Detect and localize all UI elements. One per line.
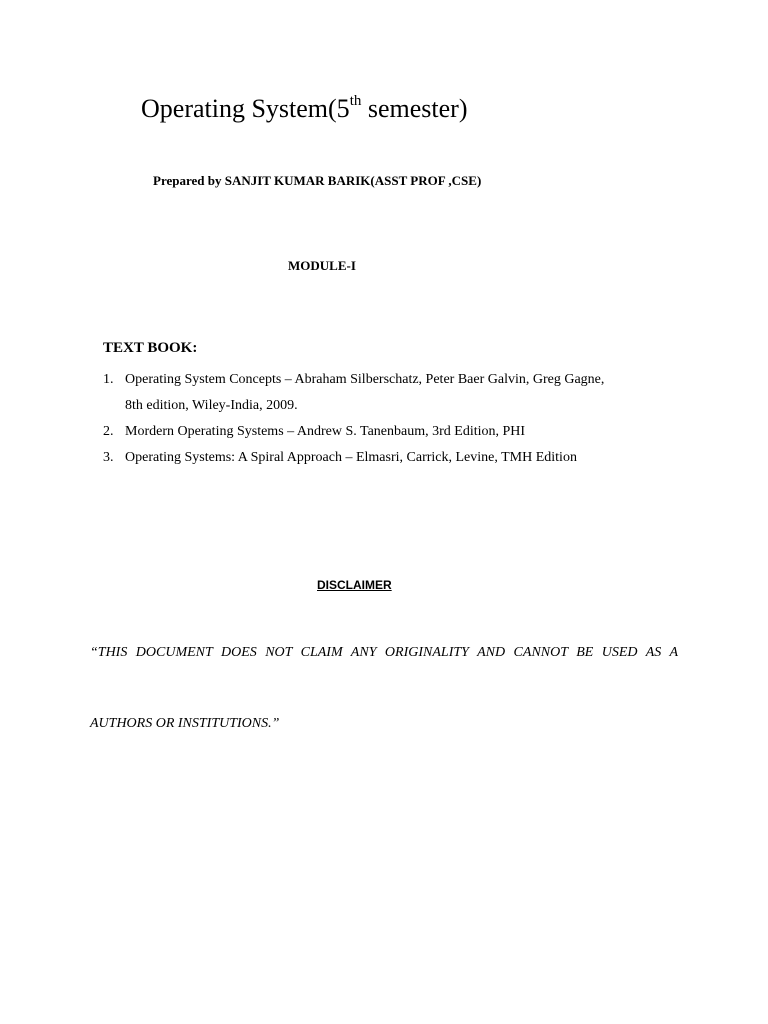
textbook-item-text: Mordern Operating Systems – Andrew S. Tanenbaum, 3rd Edition, PHI [125,424,526,439]
prepared-by: Prepared by SANJIT KUMAR BARIK(ASST PROF ,CSE) [153,173,482,188]
title-rest: semester) [361,94,468,123]
textbook-item-number: 3. [103,450,114,465]
textbook-item-text: Operating System Concepts – Abraham Silberschatz, Peter Baer Galvin, Greg Gagne, 8th edition, Wiley-India, 2009. [125,372,605,413]
title-superscript: th [349,93,362,110]
textbook-item [103,419,623,445]
textbook-item-number: 2. [103,424,114,439]
textbook-heading: TEXT BOOK: [103,340,198,356]
disclaimer-heading: DISCLAIMER [317,578,392,592]
disclaimer-text-line-2: AUTHORS OR INSTITUTIONS.” [90,716,280,731]
disclaimer-text-line-1: “THIS DOCUMENT DOES NOT CLAIM ANY ORIGINALITY AND CANNOT BE USED AS A [90,645,678,660]
module-label: MODULE-I [288,258,356,273]
title-main: Operating System(5 [141,94,350,123]
textbook-item-number: 1. [103,372,114,387]
textbook-item [103,445,623,471]
document-title [141,93,468,123]
textbook-item-text: Operating Systems: A Spiral Approach – Elmasri, Carrick, Levine, TMH Edition [125,450,577,465]
textbook-list [103,367,623,471]
textbook-item [103,367,623,419]
